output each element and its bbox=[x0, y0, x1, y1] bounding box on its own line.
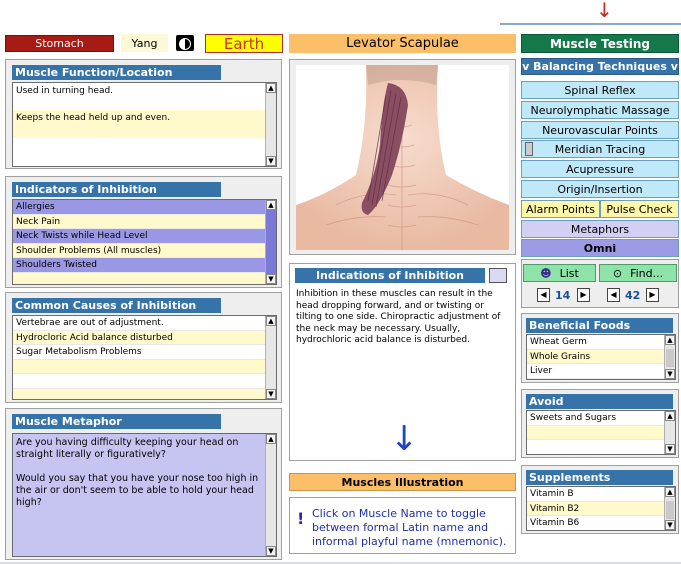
alarm-points-button[interactable]: Alarm Points bbox=[521, 200, 600, 218]
technique-neurolymphatic[interactable]: Neurolymphatic Massage bbox=[521, 101, 679, 119]
technique-spinal-reflex[interactable]: Spinal Reflex bbox=[521, 81, 679, 99]
list-item[interactable]: Liver bbox=[527, 364, 675, 379]
list-item[interactable]: Shoulder Problems (All muscles) bbox=[13, 244, 276, 259]
list-item[interactable]: Whole Grains bbox=[527, 350, 675, 365]
prev-arrow-icon[interactable]: ◀ bbox=[607, 288, 620, 302]
causes-panel bbox=[5, 292, 282, 403]
scrollbar[interactable] bbox=[664, 487, 675, 530]
next-arrow-icon[interactable]: ▶ bbox=[577, 288, 590, 302]
list-item[interactable]: Allergies bbox=[13, 200, 276, 215]
supplements-panel bbox=[521, 465, 679, 534]
hint-text: Click on Muscle Name to toggle between formal Latin name and informal playful name (mnemonic). bbox=[312, 507, 507, 548]
page-number: 14 bbox=[555, 289, 571, 302]
scroll-down-icon[interactable]: ▼ bbox=[665, 520, 675, 530]
muscle-illustration-panel bbox=[289, 59, 516, 255]
function-list[interactable] bbox=[12, 82, 277, 167]
beneficial-foods-title: Beneficial Foods bbox=[526, 318, 673, 333]
list-item[interactable]: Vitamin B bbox=[527, 487, 675, 502]
list-item[interactable]: Neck Pain bbox=[13, 215, 276, 230]
technique-acupressure[interactable]: Acupressure bbox=[521, 160, 679, 178]
muscle-testing-button[interactable]: Muscle Testing bbox=[521, 34, 679, 53]
scrollbar[interactable] bbox=[265, 316, 276, 399]
list-item[interactable]: Wheat Germ bbox=[527, 335, 675, 350]
beneficial-foods-panel bbox=[521, 313, 679, 383]
page-number: 42 bbox=[625, 289, 641, 302]
technique-meridian-tracing[interactable] bbox=[521, 140, 679, 158]
scroll-down-icon[interactable]: ▼ bbox=[665, 369, 675, 379]
list-item[interactable]: Sugar Metabolism Problems bbox=[13, 345, 276, 360]
scroll-down-icon[interactable]: ▼ bbox=[266, 389, 276, 399]
metaphor-panel bbox=[5, 408, 282, 560]
list-item bbox=[13, 273, 276, 286]
metaphor-paragraph: Are you having difficulty keeping your head on straight literally or figuratively? bbox=[16, 437, 239, 460]
list-item[interactable]: Shoulders Twisted bbox=[13, 258, 276, 273]
scroll-thumb[interactable] bbox=[666, 349, 674, 367]
scrollbar[interactable] bbox=[265, 200, 276, 284]
list-item[interactable]: Vertebrae are out of adjustment. bbox=[13, 316, 276, 331]
yin-yang-icon bbox=[176, 35, 194, 51]
scroll-down-icon[interactable]: ▼ bbox=[266, 546, 276, 556]
avoid-panel bbox=[521, 389, 679, 458]
find-label: Find... bbox=[630, 266, 664, 280]
list-item bbox=[13, 374, 276, 389]
supplements-list[interactable] bbox=[526, 486, 676, 531]
metaphor-paragraph: Would you say that you have your nose too high in the air or don't seem to be able to hold your head high? bbox=[16, 473, 259, 508]
element-label: Earth bbox=[205, 34, 283, 53]
list-item[interactable]: Vitamin B2 bbox=[527, 502, 675, 517]
causes-title: Common Causes of Inhibition bbox=[12, 298, 221, 313]
avoid-list[interactable] bbox=[526, 410, 676, 455]
function-panel bbox=[5, 59, 282, 169]
muscle-illustration[interactable] bbox=[296, 65, 509, 250]
balancing-techniques-header[interactable]: v Balancing Techniques v bbox=[522, 60, 678, 73]
indicators-title: Indicators of Inhibition bbox=[12, 182, 221, 197]
metaphor-title: Muscle Metaphor bbox=[12, 414, 221, 429]
causes-list[interactable] bbox=[12, 315, 277, 400]
technique-label: Meridian Tracing bbox=[554, 142, 646, 156]
function-title: Muscle Function/Location bbox=[12, 65, 221, 80]
scrollbar[interactable] bbox=[664, 411, 675, 454]
omni-button[interactable]: Omni bbox=[521, 239, 679, 257]
scroll-down-icon[interactable]: ▼ bbox=[266, 274, 276, 284]
scroll-up-icon[interactable]: ▲ bbox=[665, 335, 675, 345]
technique-origin-insertion[interactable]: Origin/Insertion bbox=[521, 180, 679, 198]
list-item[interactable]: Sweets and Sugars bbox=[527, 411, 675, 426]
foods-list[interactable] bbox=[526, 334, 676, 380]
meridian-button[interactable]: Stomach bbox=[5, 35, 114, 52]
magnifier-icon: ⊙ bbox=[612, 266, 623, 280]
scrollbar[interactable] bbox=[664, 335, 675, 379]
list-button[interactable] bbox=[523, 264, 596, 282]
scroll-down-icon[interactable]: ▼ bbox=[665, 444, 675, 454]
indications-panel bbox=[289, 263, 516, 461]
list-item[interactable]: Vitamin B6 bbox=[527, 516, 675, 531]
list-item bbox=[13, 360, 276, 375]
scroll-up-icon[interactable]: ▲ bbox=[266, 434, 276, 444]
list-item[interactable]: Hydrocloric Acid balance disturbed bbox=[13, 331, 276, 346]
muscles-illustration-button[interactable]: Muscles Illustration bbox=[289, 473, 516, 491]
scroll-up-icon[interactable]: ▲ bbox=[665, 411, 675, 421]
hint-panel bbox=[289, 497, 516, 554]
list-item bbox=[527, 426, 675, 441]
avoid-title: Avoid bbox=[526, 394, 673, 409]
scroll-thumb[interactable] bbox=[666, 501, 674, 519]
down-arrow-icon: ↓ bbox=[596, 0, 613, 22]
indicators-list[interactable] bbox=[12, 199, 277, 285]
info-icon: ! bbox=[297, 509, 305, 528]
meridian-tracing-icon bbox=[525, 142, 533, 156]
metaphors-button[interactable]: Metaphors bbox=[521, 220, 679, 238]
scroll-up-icon[interactable]: ▲ bbox=[266, 316, 276, 326]
indicators-panel bbox=[5, 176, 282, 288]
indications-text: Inhibition in these muscles can result in the head dropping forward, and or twisting or tilting to one side. Chiropractic adjustment of the neck may be necessary. Usually, hydrochloric acid balance is disturbed. bbox=[296, 289, 501, 345]
list-item: Keeps the head held up and even. bbox=[13, 110, 276, 138]
supplements-title: Supplements bbox=[526, 470, 673, 485]
people-icon: ☻ bbox=[540, 266, 552, 280]
list-item bbox=[13, 389, 276, 401]
list-label: List bbox=[559, 266, 579, 280]
metaphor-text-box[interactable] bbox=[12, 433, 277, 557]
edit-note-icon[interactable] bbox=[489, 268, 507, 283]
pulse-check-button[interactable]: Pulse Check bbox=[600, 200, 679, 218]
prev-arrow-icon[interactable]: ◀ bbox=[537, 288, 550, 302]
list-item bbox=[527, 440, 675, 455]
next-arrow-icon[interactable]: ▶ bbox=[646, 288, 659, 302]
scroll-up-icon[interactable]: ▲ bbox=[266, 200, 276, 210]
muscle-name-button[interactable]: Levator Scapulae bbox=[289, 34, 516, 53]
list-item: Used in turning head. bbox=[16, 86, 114, 96]
list-item[interactable]: Neck Twists while Head Level bbox=[13, 229, 276, 244]
down-arrow-icon: ↓ bbox=[390, 419, 419, 459]
scrollbar[interactable] bbox=[265, 83, 276, 166]
find-button[interactable] bbox=[599, 264, 677, 282]
scroll-up-icon[interactable]: ▲ bbox=[266, 83, 276, 93]
scrollbar[interactable] bbox=[265, 434, 276, 556]
scroll-down-icon[interactable]: ▼ bbox=[266, 156, 276, 166]
yin-yang-label: Yang bbox=[121, 34, 168, 52]
top-divider bbox=[500, 23, 681, 25]
scroll-up-icon[interactable]: ▲ bbox=[665, 487, 675, 497]
indications-title: Indications of Inhibition bbox=[295, 268, 485, 283]
technique-neurovascular[interactable]: Neurovascular Points bbox=[521, 121, 679, 139]
